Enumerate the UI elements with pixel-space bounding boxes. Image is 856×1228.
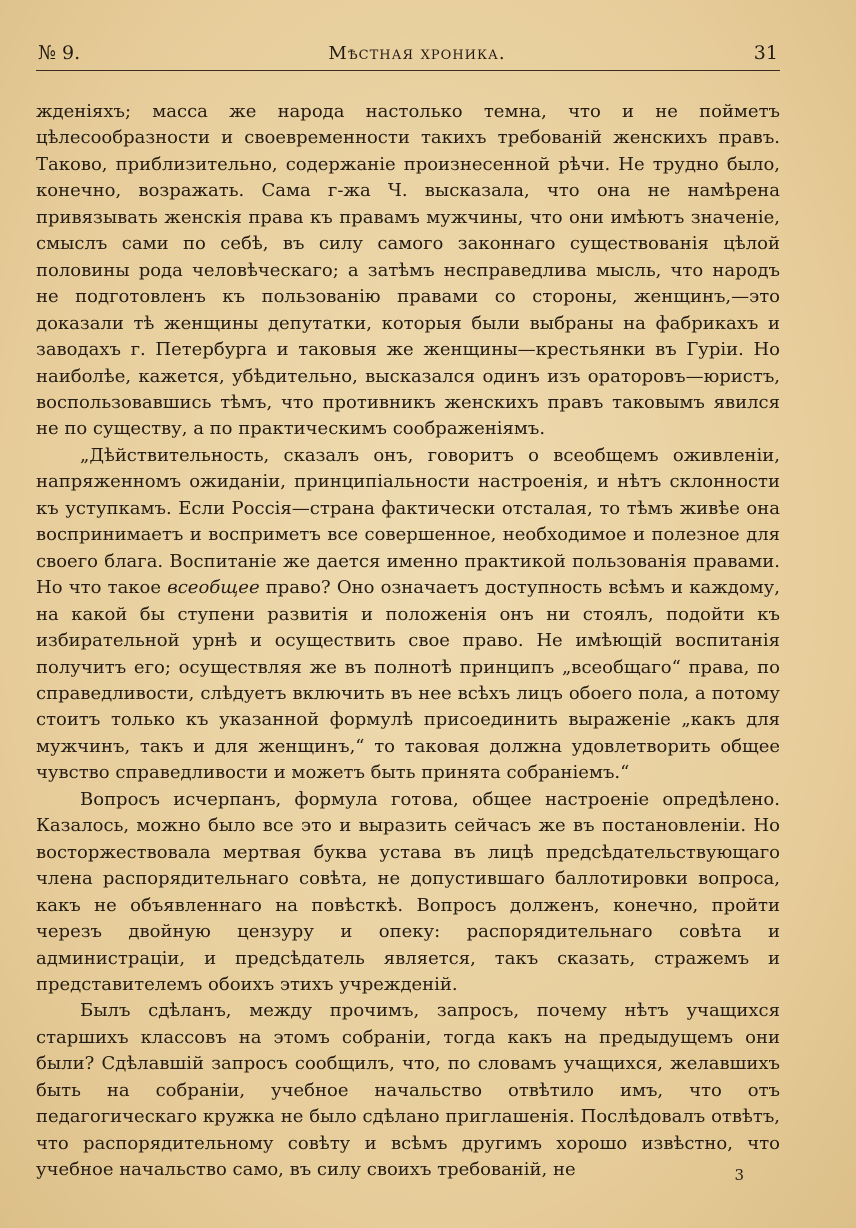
running-header — [36, 42, 780, 71]
paragraph: жденіяхъ; масса же народа настолько темна, что и не пойметъ цѣлесообразности и своевременности такихъ требованій женскихъ правъ. Таково, приблизительно, содержаніе произнесенной рѣчи. Не трудно было, конечно, возражать. Сама г-жа Ч. высказала, что она не намѣрена привязывать женскія права къ правамъ мужчины, что они имѣютъ значеніе, смыслъ сами по себѣ, въ силу самого законнаго существованія цѣлой половины рода человѣческаго; а затѣмъ несправедлива мысль, что народъ не подготовленъ къ пользованію правами со стороны, женщинъ,—это доказали тѣ женщины депутатки, которыя были выбраны на фабрикахъ и заводахъ г. Петербурга и таковыя же женщины—крестьянки въ Гуріи. Но наиболѣе, кажется, убѣдительно, высказался одинъ изъ ораторовъ—юристъ, воспользовавшись тѣмъ, что противникъ женскихъ правъ таковымъ явился не по существу, а по практическимъ соображеніямъ. — [36, 101, 780, 440]
body-text — [36, 99, 780, 1184]
paragraph-text: „Дѣйствительность, сказалъ онъ, говоритъ о всеобщемъ оживленіи, напряженномъ ожиданіи, принципіальности настроенія, и нѣтъ склонности къ уступкамъ. Если Россія—страна фактически отсталая, то тѣмъ живѣе она воспринимаетъ и восприметъ все совершенное, необходимое и полезное для своего блага. Воспитаніе же дается именно практикой пользованія правами. Но что такое — [36, 444, 780, 599]
paragraph: Вопросъ исчерпанъ, формула готова, общее настроеніе опредѣлено. Казалось, можно было все это и выразить сейчасъ же въ постановленіи. Но восторжествовала мертвая буква устава въ лицѣ предсѣдательствующаго члена распорядительнаго совѣта, не допустившаго баллотировки вопроса, какъ не объявленнаго на повѣсткѣ. Вопросъ долженъ, конечно, пройти черезъ двойную цензуру и опеку: распорядительнаго совѣта и администраціи, и предсѣдатель является, такъ сказать, стражемъ и представителемъ обоихъ этихъ учрежденій. — [36, 788, 780, 995]
emphasis-text: всеобщее — [167, 577, 260, 599]
section-title: Мѣстная хроника. — [328, 43, 506, 64]
paragraph: Былъ сдѣланъ, между прочимъ, запросъ, почему нѣтъ учащихся старшихъ классовъ на этомъ собраніи, тогда какъ на предыдущемъ они были? Сдѣлавшій запросъ сообщилъ, что, по словамъ учащихся, желавшихъ быть на собраніи, учебное начальство отвѣтило имъ, что отъ педагогическаго кружка не было сдѣлано приглашенія. Послѣдовалъ отвѣтъ, что распорядительному совѣту и всѣмъ другимъ хорошо извѣстно, что учебное начальство само, въ силу своихъ требованій, не — [36, 1000, 780, 1181]
page — [36, 42, 780, 1184]
issue-number: № 9. — [38, 42, 81, 64]
paragraph-text: право? Оно означаетъ доступность всѣмъ и каждому, на какой бы ступени развитія и положенія онъ ни стоялъ, подойти къ избирательной урнѣ и осуществить свое право. Не имѣющій воспитанія получитъ его; осуществляя же въ полнотѣ принципъ „всеобщаго“ права, по справедливости, слѣдуетъ включить въ нее всѣхъ лицъ обоего пола, а потому стоитъ только къ указанной формулѣ присоединить выраженіе „какъ для мужчинъ, такъ и для женщинъ,“ то таковая должна удовлетворить общее чувство справедливости и можетъ быть принята собраніемъ.“ — [36, 577, 780, 784]
paragraph — [36, 443, 780, 787]
signature-mark: 3 — [734, 1166, 744, 1184]
page-number: 31 — [753, 42, 778, 64]
